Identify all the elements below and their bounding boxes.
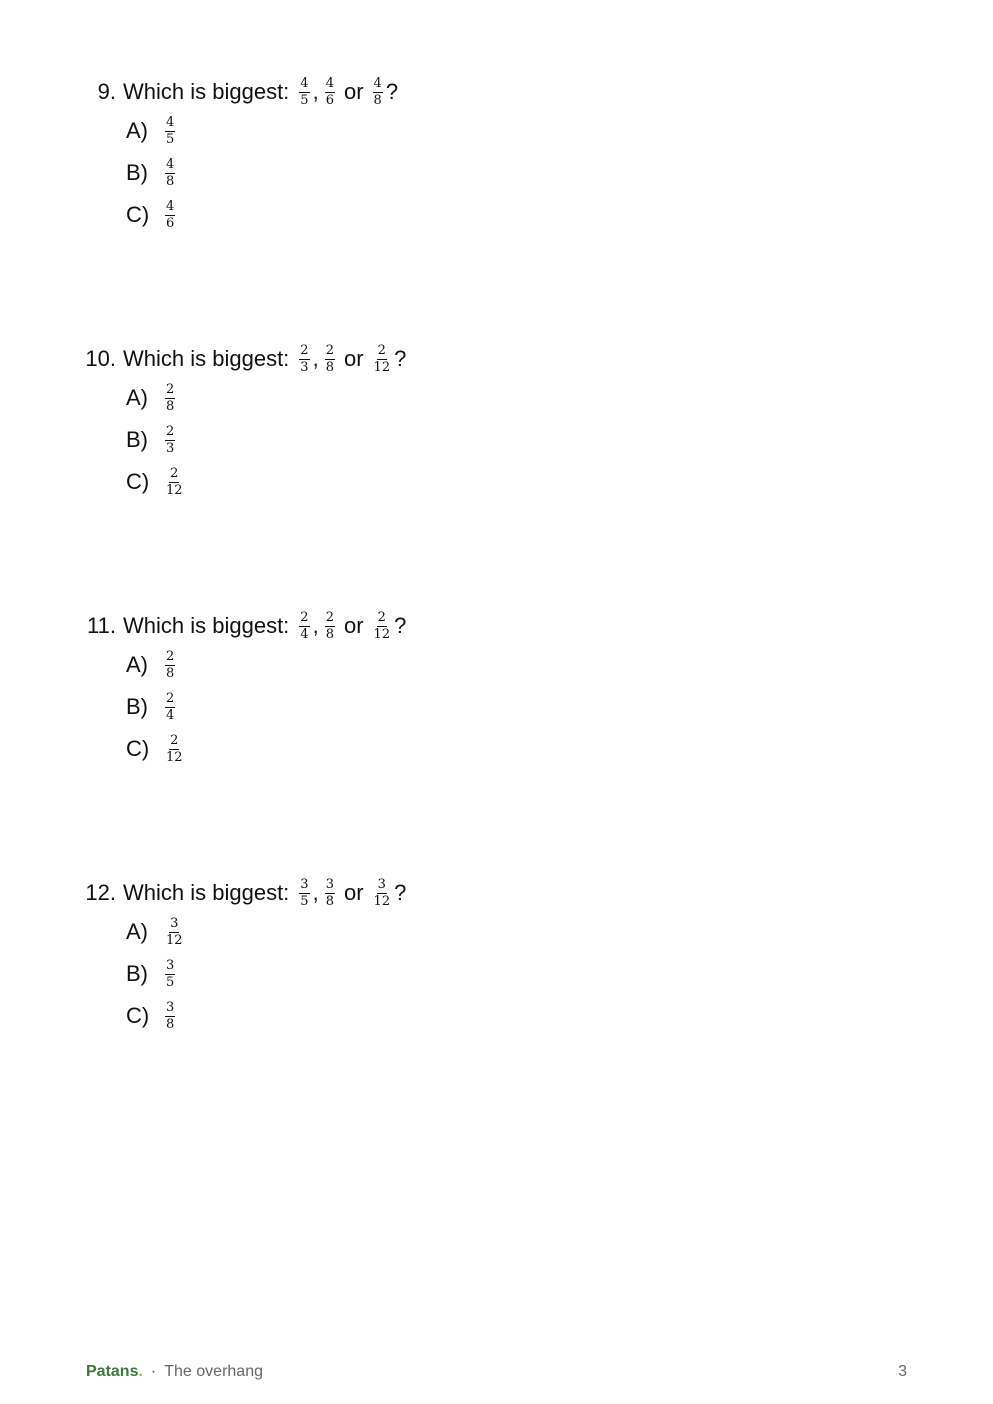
page-footer [86, 1360, 263, 1384]
numerator: 3 [166, 999, 175, 1015]
fraction [299, 344, 309, 375]
denominator: 12 [373, 359, 391, 375]
question-mark: ? [385, 79, 399, 104]
fraction [165, 734, 184, 765]
fraction [165, 959, 175, 990]
fraction [165, 650, 175, 681]
question-number: 10. [85, 346, 116, 371]
or-word: or [343, 79, 364, 104]
denominator: 5 [300, 893, 309, 909]
numerator: 4 [300, 75, 309, 91]
denominator: 6 [325, 92, 334, 108]
denominator: 8 [166, 398, 175, 414]
numerator: 2 [166, 423, 175, 439]
question-number: 11. [87, 613, 116, 638]
footer-separator: · [150, 1363, 157, 1380]
denominator: 8 [325, 626, 334, 642]
fraction [325, 611, 335, 642]
option-a[interactable] [126, 114, 178, 148]
numerator: 4 [166, 114, 175, 130]
question-number: 9. [97, 79, 116, 104]
option-label: C) [126, 1003, 150, 1028]
denominator: 3 [166, 440, 175, 456]
question-prompt [123, 877, 406, 909]
prompt-text: Which is biggest: [123, 880, 290, 905]
denominator: 8 [325, 893, 334, 909]
denominator: 4 [166, 707, 175, 723]
fraction [165, 917, 184, 948]
option-label: B) [126, 427, 148, 452]
comma: , [312, 79, 319, 104]
numerator: 2 [300, 609, 309, 625]
question-mark: ? [394, 613, 407, 638]
option-label: A) [126, 385, 148, 410]
question-prompt [123, 76, 398, 108]
fraction [299, 878, 309, 909]
denominator: 5 [166, 131, 175, 147]
option-label: B) [126, 160, 148, 185]
comma: , [312, 880, 319, 905]
option-label: C) [126, 736, 150, 761]
option-label: C) [126, 469, 150, 494]
denominator: 8 [166, 665, 175, 681]
numerator: 3 [325, 876, 334, 892]
option-label: A) [126, 652, 148, 677]
option-b[interactable] [126, 690, 178, 724]
denominator: 12 [166, 749, 183, 765]
numerator: 2 [166, 648, 175, 664]
fraction [373, 77, 383, 108]
question-prompt [123, 343, 406, 375]
fraction [373, 878, 392, 909]
numerator: 2 [166, 381, 175, 397]
numerator: 4 [166, 198, 175, 214]
denominator: 12 [166, 482, 183, 498]
denominator: 5 [300, 92, 309, 108]
question-prompt [123, 610, 406, 642]
denominator: 12 [373, 626, 391, 642]
fraction [373, 344, 392, 375]
option-label: C) [126, 202, 150, 227]
question-mark: ? [394, 346, 407, 371]
prompt-text: Which is biggest: [123, 346, 290, 371]
option-c[interactable] [126, 999, 178, 1033]
option-c[interactable] [126, 732, 187, 766]
fraction [165, 425, 175, 456]
fraction [165, 116, 175, 147]
numerator: 2 [325, 342, 334, 358]
fraction [165, 1001, 175, 1032]
option-a[interactable] [126, 381, 178, 415]
numerator: 2 [170, 465, 179, 481]
option-b[interactable] [126, 957, 178, 991]
or-word: or [343, 880, 364, 905]
option-b[interactable] [126, 156, 178, 190]
numerator: 4 [373, 75, 382, 91]
denominator: 6 [166, 215, 175, 231]
fraction [165, 158, 175, 189]
comma: , [312, 346, 319, 371]
numerator: 4 [325, 75, 334, 91]
denominator: 8 [166, 173, 175, 189]
fraction [165, 383, 175, 414]
question-number: 12. [85, 880, 116, 905]
option-b[interactable] [126, 423, 178, 457]
denominator: 12 [166, 932, 183, 948]
denominator: 4 [300, 626, 309, 642]
option-label: B) [126, 961, 148, 986]
brand-name: Patans [86, 1363, 139, 1380]
numerator: 2 [377, 609, 386, 625]
option-a[interactable] [126, 915, 187, 949]
numerator: 2 [170, 732, 179, 748]
numerator: 3 [170, 915, 179, 931]
fraction [165, 467, 184, 498]
document-title: The overhang [164, 1363, 263, 1380]
numerator: 3 [166, 957, 175, 973]
fraction [373, 611, 392, 642]
fraction [165, 692, 175, 723]
fraction [325, 77, 335, 108]
comma: , [312, 613, 319, 638]
denominator: 12 [373, 893, 391, 909]
prompt-text: Which is biggest: [123, 79, 290, 104]
option-a[interactable] [126, 648, 178, 682]
numerator: 2 [166, 690, 175, 706]
question-mark: ? [394, 880, 407, 905]
brand-dot: . [138, 1363, 143, 1380]
option-c[interactable] [126, 198, 178, 232]
numerator: 2 [300, 342, 309, 358]
denominator: 8 [325, 359, 334, 375]
page-number: 3 [898, 1363, 907, 1380]
numerator: 4 [166, 156, 175, 172]
or-word: or [343, 613, 364, 638]
fraction [299, 77, 309, 108]
option-c[interactable] [126, 465, 187, 499]
denominator: 5 [166, 974, 175, 990]
numerator: 3 [377, 876, 386, 892]
or-word: or [343, 346, 364, 371]
numerator: 2 [325, 609, 334, 625]
fraction [299, 611, 309, 642]
option-label: B) [126, 694, 148, 719]
fraction [325, 878, 335, 909]
numerator: 3 [300, 876, 309, 892]
fraction [165, 200, 175, 231]
option-label: A) [126, 118, 148, 143]
denominator: 8 [373, 92, 382, 108]
denominator: 3 [300, 359, 309, 375]
prompt-text: Which is biggest: [123, 613, 290, 638]
option-label: A) [126, 919, 148, 944]
numerator: 2 [377, 342, 386, 358]
fraction [325, 344, 335, 375]
denominator: 8 [166, 1016, 175, 1032]
